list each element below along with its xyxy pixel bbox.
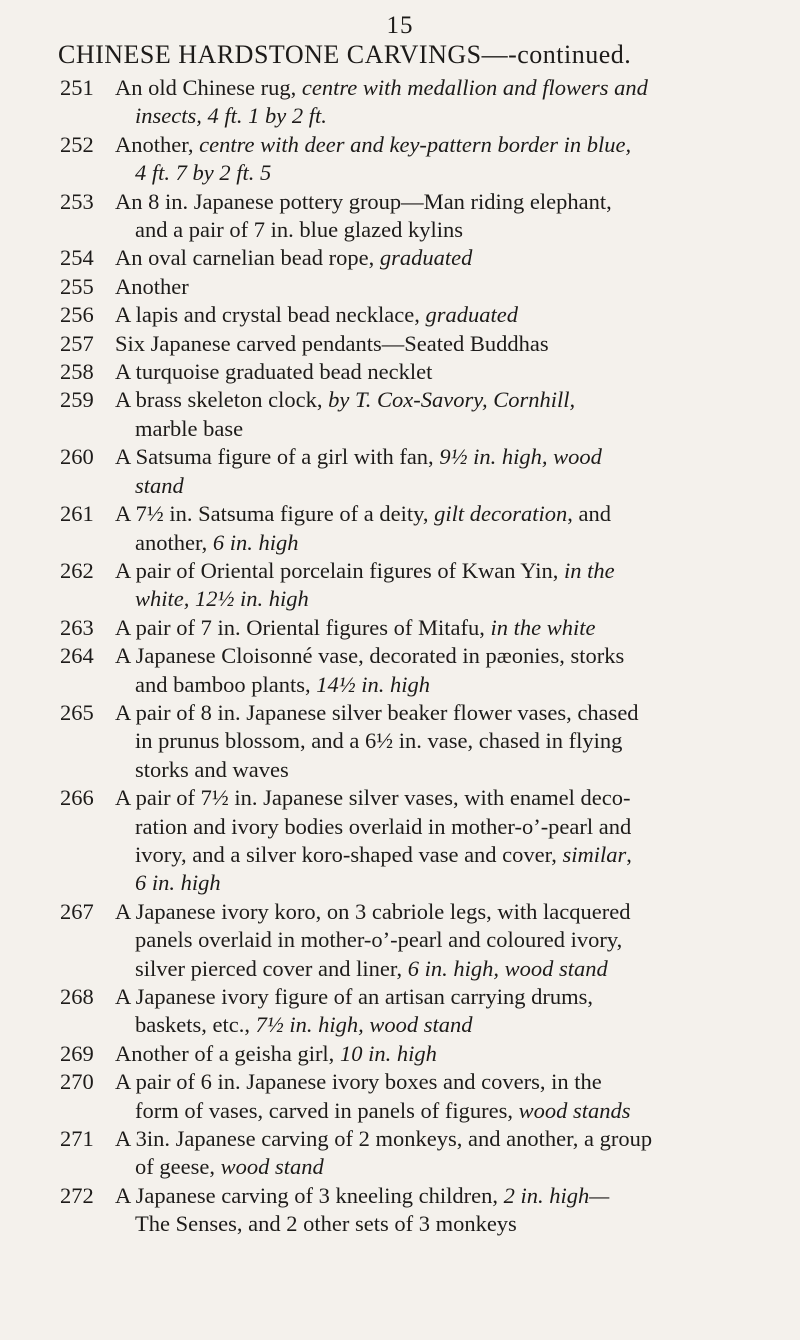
lot-number: 257	[60, 330, 94, 356]
description-line	[115, 529, 770, 557]
italic-text: by T. Cox-Savory, Cornhill,	[328, 387, 576, 413]
lot-entry	[0, 74, 800, 131]
lot-description	[115, 330, 770, 358]
lot-number: 256	[60, 302, 94, 328]
lot-number: 255	[60, 273, 94, 299]
description-line	[115, 1068, 770, 1096]
italic-text: 14½ in. high	[316, 671, 430, 697]
lot-description	[115, 358, 770, 386]
description-line	[115, 159, 770, 187]
italic-text: graduated	[379, 245, 473, 271]
lot-number: 269	[60, 1040, 94, 1066]
lot-number: 259	[60, 387, 94, 413]
lot-entry	[0, 131, 800, 188]
page-number: 15	[386, 12, 414, 39]
lot-number: 253	[60, 188, 94, 214]
lot-number: 266	[60, 785, 94, 811]
text: marble base	[135, 415, 244, 441]
lot-description	[115, 386, 770, 443]
text: A pair of 7 in. Oriental figures of Mitafu,	[115, 614, 491, 640]
text: Another	[115, 273, 189, 299]
text: and a pair of 7 in. blue glazed kylins	[135, 217, 464, 243]
description-line	[115, 244, 770, 272]
description-line	[115, 699, 770, 727]
lot-description	[115, 443, 770, 500]
italic-text: 9½ in. high, wood	[439, 444, 602, 470]
description-line	[115, 386, 770, 414]
description-line	[115, 74, 770, 102]
lot-description	[115, 983, 770, 1040]
italic-text: insects, 4 ft. 1 by 2 ft.	[135, 103, 327, 129]
lot-description	[115, 642, 770, 699]
lot-entry	[0, 699, 800, 784]
italic-text: centre with deer and key-pattern border in blue,	[199, 131, 632, 157]
description-line	[115, 869, 770, 897]
lot-description	[115, 188, 770, 245]
description-line	[115, 102, 770, 130]
lot-description	[115, 244, 770, 272]
description-line	[115, 727, 770, 755]
lot-entry	[0, 443, 800, 500]
lot-entry	[0, 1182, 800, 1239]
italic-text: wood stand	[220, 1154, 324, 1180]
description-line	[115, 1182, 770, 1210]
text: Another of a geisha girl,	[115, 1040, 340, 1066]
text: Another,	[115, 131, 200, 157]
lot-entry	[0, 1040, 800, 1068]
text: panels overlaid in mother-o’-pearl and coloured ivory,	[135, 927, 623, 953]
lot-description	[115, 74, 770, 131]
description-line	[115, 955, 770, 983]
text: , and	[567, 501, 611, 527]
description-line	[115, 926, 770, 954]
lot-number: 254	[60, 245, 94, 271]
italic-text: 2 in. high—	[503, 1182, 610, 1208]
description-line	[115, 898, 770, 926]
text: ivory, and a silver koro-shaped vase and cover,	[135, 841, 563, 867]
text: A Japanese Cloisonné vase, decorated in pæonies, storks	[115, 643, 625, 669]
text: in prunus blossom, and a 6½ in. vase, chased in flying	[135, 728, 623, 754]
lot-entry	[0, 244, 800, 272]
lot-number: 263	[60, 614, 94, 640]
italic-text: similar	[562, 841, 627, 867]
text: and bamboo plants,	[135, 671, 317, 697]
text: A Satsuma figure of a girl with fan,	[115, 444, 440, 470]
italic-text: 6 in. high, wood stand	[407, 955, 608, 981]
text: A turquoise graduated bead necklet	[115, 359, 433, 385]
text: A pair of 7½ in. Japanese silver vases, with enamel deco-	[115, 785, 631, 811]
section-heading: CHINESE HARDSTONE CARVINGS—-continued.	[58, 40, 632, 69]
description-line	[115, 1097, 770, 1125]
text: An oval carnelian bead rope,	[115, 245, 380, 271]
lot-entry	[0, 188, 800, 245]
lot-entry	[0, 557, 800, 614]
lot-entry	[0, 358, 800, 386]
lot-number: 258	[60, 359, 94, 385]
description-line	[115, 642, 770, 670]
description-line	[115, 131, 770, 159]
italic-text: 6 in. high	[212, 529, 299, 555]
lot-description	[115, 699, 770, 784]
lot-number: 262	[60, 557, 94, 583]
description-line	[115, 301, 770, 329]
lot-number: 271	[60, 1126, 94, 1152]
text: Six Japanese carved pendants—Seated Buddhas	[115, 330, 549, 356]
lot-entry	[0, 784, 800, 898]
lot-number: 272	[60, 1182, 94, 1208]
description-line	[115, 614, 770, 642]
description-line	[115, 1210, 770, 1238]
text: A 3in. Japanese carving of 2 monkeys, and another, a group	[115, 1126, 653, 1152]
italic-text: 6 in. high	[135, 870, 221, 896]
description-line	[115, 443, 770, 471]
description-line	[115, 1011, 770, 1039]
italic-text: graduated	[425, 302, 518, 328]
lot-entry	[0, 898, 800, 983]
lot-description	[115, 131, 770, 188]
lot-number: 265	[60, 699, 94, 725]
italic-text: stand	[135, 472, 184, 498]
lot-entry	[0, 642, 800, 699]
description-line	[115, 415, 770, 443]
lot-entry	[0, 273, 800, 301]
italic-text: wood stands	[518, 1097, 631, 1123]
description-line	[115, 784, 770, 812]
text: A 7½ in. Satsuma figure of a deity,	[115, 501, 435, 527]
description-line	[115, 585, 770, 613]
lot-description	[115, 1125, 770, 1182]
lot-entry	[0, 301, 800, 329]
lot-entry	[0, 614, 800, 642]
text: silver pierced cover and liner,	[135, 955, 408, 981]
italic-text: 4 ft. 7 by 2 ft. 5	[135, 160, 272, 186]
text: form of vases, carved in panels of figures,	[135, 1097, 519, 1123]
italic-text: 7½ in. high, wood stand	[255, 1012, 473, 1038]
lot-description	[115, 614, 770, 642]
lot-number: 270	[60, 1069, 94, 1095]
description-line	[115, 500, 770, 528]
description-line	[115, 841, 770, 869]
description-line	[115, 1153, 770, 1181]
lot-entry	[0, 330, 800, 358]
text: An old Chinese rug,	[115, 75, 302, 100]
italic-text: in the	[564, 557, 615, 583]
text: A brass skeleton clock,	[115, 387, 329, 413]
italic-text: in the white	[490, 614, 596, 640]
lot-description	[115, 784, 770, 898]
description-line	[115, 216, 770, 244]
text: ration and ivory bodies overlaid in mother-o’-pearl and	[135, 813, 632, 839]
text: A lapis and crystal bead necklace,	[115, 302, 426, 328]
lot-description	[115, 301, 770, 329]
text: An 8 in. Japanese pottery group—Man riding elephant,	[115, 188, 612, 214]
lot-entry	[0, 500, 800, 557]
text: storks and waves	[135, 756, 289, 782]
lot-entry	[0, 1068, 800, 1125]
lot-list	[0, 74, 800, 1239]
text: baskets, etc.,	[135, 1012, 256, 1038]
lot-description	[115, 1068, 770, 1125]
italic-text: centre with medallion and flowers and	[301, 75, 648, 100]
italic-text: 10 in. high	[339, 1040, 437, 1066]
text: A pair of Oriental porcelain figures of Kwan Yin,	[115, 557, 565, 583]
description-line	[115, 330, 770, 358]
italic-text: white, 12½ in. high	[135, 586, 309, 612]
italic-text: gilt decoration	[434, 501, 568, 527]
description-line	[115, 188, 770, 216]
text: ,	[626, 841, 632, 867]
text: A pair of 8 in. Japanese silver beaker flower vases, chased	[115, 699, 639, 725]
lot-description	[115, 500, 770, 557]
description-line	[115, 671, 770, 699]
description-line	[115, 472, 770, 500]
lot-description	[115, 273, 770, 301]
description-line	[115, 358, 770, 386]
text: another,	[135, 529, 213, 555]
lot-description	[115, 557, 770, 614]
lot-description	[115, 1182, 770, 1239]
text: A pair of 6 in. Japanese ivory boxes and covers, in the	[115, 1069, 602, 1095]
lot-number: 251	[60, 75, 94, 100]
text: A Japanese ivory koro, on 3 cabriole legs, with lacquered	[115, 898, 631, 924]
description-line	[115, 813, 770, 841]
description-line	[115, 273, 770, 301]
description-line	[115, 557, 770, 585]
lot-entry	[0, 1125, 800, 1182]
description-line	[115, 1125, 770, 1153]
lot-description	[115, 898, 770, 983]
lot-entry	[0, 386, 800, 443]
lot-number: 261	[60, 501, 94, 527]
lot-number: 268	[60, 984, 94, 1009]
lot-entry	[0, 983, 800, 1040]
lot-number: 260	[60, 444, 94, 470]
description-line	[115, 1040, 770, 1068]
description-line	[115, 983, 770, 1011]
text: A Japanese ivory figure of an artisan carrying drums,	[115, 984, 593, 1009]
lot-number: 264	[60, 643, 94, 669]
text: of geese,	[135, 1154, 221, 1180]
text: The Senses, and 2 other sets of 3 monkeys	[135, 1211, 517, 1237]
text: A Japanese carving of 3 kneeling children,	[115, 1182, 504, 1208]
lot-number: 252	[60, 131, 94, 157]
description-line	[115, 756, 770, 784]
lot-number: 267	[60, 898, 94, 924]
lot-description	[115, 1040, 770, 1068]
